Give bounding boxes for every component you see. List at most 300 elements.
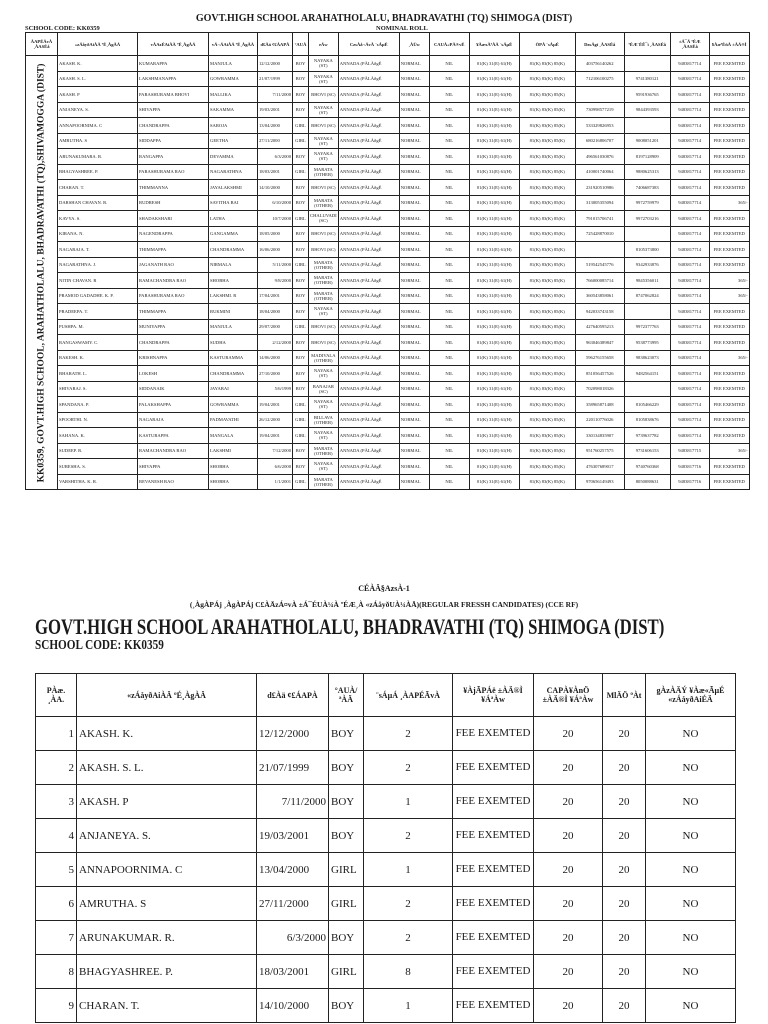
caste: NAYAKA (ST) — [309, 71, 339, 87]
student-name: BHAGYASHREE. P. — [77, 955, 257, 989]
gender: BOY — [293, 226, 309, 242]
caste: MARATA (OTHER) — [309, 288, 339, 304]
table-row — [36, 921, 736, 955]
aadhaar-number: 476307689017 — [575, 459, 624, 475]
medium: ANNADA (PÀLÀðgÉ — [338, 443, 399, 459]
gender: BOY — [293, 273, 309, 289]
table-row — [26, 459, 750, 475]
gender: GIRL — [293, 397, 309, 413]
status: NORMAL — [399, 428, 429, 444]
student-name: PRAMOD GADADHE. K. P. — [58, 288, 138, 304]
status: NORMAL — [399, 56, 429, 72]
column-header: °AUÀ/ ªÀÄ — [329, 674, 364, 717]
date-of-birth: 19/03/2001 — [257, 819, 329, 853]
mobile-number — [624, 304, 670, 320]
table-row — [26, 397, 750, 413]
student-name: BHAGYASHREE. P. — [58, 164, 138, 180]
mobile-number — [624, 226, 670, 242]
fee-status: FEE EXEMTED — [709, 304, 749, 320]
first-language: 01(K) 31(E) 61(H) — [469, 335, 519, 351]
school-mobile-number: 9483817714 — [670, 180, 709, 196]
disability: NIL — [429, 180, 469, 196]
first-language: 01(K) 31(E) 61(H) — [469, 319, 519, 335]
caste: BHOVI (SC) — [309, 319, 339, 335]
caste: NAYAKA (ST) — [309, 149, 339, 165]
status: NORMAL — [399, 180, 429, 196]
second-language: 81(K) 83(K) 85(K) — [519, 71, 575, 87]
medium: ANNADA (PÀLÀðgÉ — [338, 412, 399, 428]
gender: GIRL — [293, 257, 309, 273]
table-row — [36, 819, 736, 853]
column-header: DzsÁgï ¸ÀASÉå — [575, 33, 624, 56]
second-language: 81(K) 83(K) 85(K) — [519, 366, 575, 382]
school-mobile-number: 9483817714 — [670, 149, 709, 165]
medium: ANNADA (PÀLÀðgÉ — [338, 381, 399, 397]
father-name: RAMACHANDRA RAO — [138, 443, 209, 459]
mother-name: LAKSHMI — [209, 443, 258, 459]
date-of-birth: 10/7/2000 — [258, 211, 293, 227]
column-header: CAPÀ¥ÀnÖ ±ÀÄ®Ì ¥ÁªÀw — [534, 674, 603, 717]
father-name: PALAKSHAPPA — [138, 397, 209, 413]
father-name: LOKESH — [138, 366, 209, 382]
gender: BOY — [293, 87, 309, 103]
disability: NIL — [429, 226, 469, 242]
caste: BHOVI (SC) — [309, 87, 339, 103]
second-language: 81(K) 83(K) 85(K) — [519, 56, 575, 72]
fee-status: FEE EXEMTED — [709, 412, 749, 428]
table-row — [26, 412, 750, 428]
gender: BOY — [293, 288, 309, 304]
medium: ANNADA (PÀLÀðgÉ — [338, 397, 399, 413]
top-school-code: SCHOOL CODE: KK0359 — [25, 25, 100, 32]
aadhaar-number: 963046389847 — [575, 335, 624, 351]
cancelled: NO — [646, 887, 736, 921]
aadhaar-number: 330134835907 — [575, 428, 624, 444]
mother-name: SAKAMMA — [209, 102, 258, 118]
cancelled: NO — [646, 853, 736, 887]
date-of-birth: 7/12/2000 — [258, 443, 293, 459]
student-name: AKASH. S. L. — [58, 71, 138, 87]
aadhaar-number: 220110776026 — [575, 412, 624, 428]
school-mobile-number: 9483817714 — [670, 273, 709, 289]
aadhaar-number: 970656149493 — [575, 474, 624, 490]
language-code: 2 — [364, 819, 453, 853]
school-mobile-number: 9483817714 — [670, 226, 709, 242]
total-amount: 20 — [603, 887, 646, 921]
fee-status: FEE EXEMTED — [709, 102, 749, 118]
table-row — [26, 273, 750, 289]
school-mobile-number: 9483817714 — [670, 319, 709, 335]
mobile-number: 9972759979 — [624, 195, 670, 211]
mother-name: GOWRAMMA — [209, 71, 258, 87]
table-row — [26, 180, 750, 196]
gender: BOY — [329, 785, 364, 819]
disability: NIL — [429, 350, 469, 366]
gender: BOY — [293, 381, 309, 397]
status: NORMAL — [399, 242, 429, 258]
first-language: 01(K) 31(E) 61(H) — [469, 180, 519, 196]
second-language: 81(K) 83(K) 85(K) — [519, 474, 575, 490]
father-name: PARASHURAMA BHOVI — [138, 87, 209, 103]
gender: GIRL — [293, 474, 309, 490]
fee-status: FEE EXEMTED — [709, 242, 749, 258]
status: NORMAL — [399, 87, 429, 103]
father-name: PARASHURAMA RAO — [138, 288, 209, 304]
mother-name: MANJULA — [209, 319, 258, 335]
status: NORMAL — [399, 288, 429, 304]
mobile-number: 9008051201 — [624, 133, 670, 149]
mobile-number: 8105373800 — [624, 242, 670, 258]
disability: NIL — [429, 428, 469, 444]
caste: BHOVI (SC) — [309, 242, 339, 258]
school-mobile-number: 9483817714 — [670, 87, 709, 103]
cancelled: NO — [646, 921, 736, 955]
fee-status: FEE EXEMTED — [709, 87, 749, 103]
disability: NIL — [429, 304, 469, 320]
aadhaar-number: 712106100275 — [575, 71, 624, 87]
column-header: ¥ÀæxÀªÀÄ ¨sÁµÉ — [469, 33, 519, 56]
language-code: 1 — [364, 785, 453, 819]
father-name: REVANESH RAO — [138, 474, 209, 490]
gender: GIRL — [293, 164, 309, 180]
serial-number: 6 — [36, 887, 77, 921]
gender: GIRL — [293, 133, 309, 149]
mobile-number: 9740760368 — [624, 459, 670, 475]
student-name: AKASH. P — [58, 87, 138, 103]
caste: MARATA (OTHER) — [309, 474, 339, 490]
gender: BOY — [293, 443, 309, 459]
mother-name: GEETHA — [209, 133, 258, 149]
cancelled: NO — [646, 955, 736, 989]
school-vertical-label-cell — [26, 56, 58, 490]
student-name: AMRUTHA. S — [58, 133, 138, 149]
father-name: THIMMAPPA — [138, 242, 209, 258]
aadhaar-number — [575, 242, 624, 258]
second-language: 81(K) 83(K) 85(K) — [519, 87, 575, 103]
total-amount: 20 — [603, 921, 646, 955]
total-amount: 20 — [603, 751, 646, 785]
date-of-birth: 14/10/2000 — [257, 989, 329, 1023]
mother-name: LAKSHMI. R — [209, 288, 258, 304]
mobile-number — [624, 381, 670, 397]
mother-name: MALLIKA — [209, 87, 258, 103]
second-language: 81(K) 83(K) 85(K) — [519, 459, 575, 475]
date-of-birth: 18/03/2001 — [257, 955, 329, 989]
marks-card-fee: 20 — [534, 751, 603, 785]
column-header: ¥ÀæªÉñÀ ±ÀÄ®Ì — [709, 33, 749, 56]
total-amount: 20 — [603, 819, 646, 853]
student-name: PUSHPA. M. — [58, 319, 138, 335]
father-name: RAMACHANDRA RAO — [138, 273, 209, 289]
mother-name: JAYALAKSHMI — [209, 180, 258, 196]
father-name: SIDDANAIK — [138, 381, 209, 397]
gender: BOY — [329, 819, 364, 853]
column-header: d£Àä ¢£ÁAPÀ — [257, 674, 329, 717]
medium: ANNADA (PÀLÀðgÉ — [338, 87, 399, 103]
fee-status: FEE EXEMTED — [709, 366, 749, 382]
school-mobile-number: 9483817714 — [670, 288, 709, 304]
candidates-subtitle: (¸ÀgÀPÁj ¸ÀgÀPÁj C£ÀÄzÁ¤vÀ ±Á¯ÉUÀ¼À ºÉÆ¸À «zÁåyðUÀ¼ÀÄ)(REGULAR FRESSH CANDIDATES) (CCE RF) — [189, 600, 579, 609]
status: NORMAL — [399, 397, 429, 413]
medium: ANNADA (PÀLÀðgÉ — [338, 211, 399, 227]
language-code: 2 — [364, 717, 453, 751]
fee-status: FEE EXEMTED — [709, 118, 749, 134]
aadhaar-number: 403756140262 — [575, 56, 624, 72]
second-language: 81(K) 83(K) 85(K) — [519, 381, 575, 397]
second-language: 81(K) 83(K) 85(K) — [519, 118, 575, 134]
gender: BOY — [329, 717, 364, 751]
aadhaar-number: 596276155658 — [575, 350, 624, 366]
first-language: 01(K) 31(E) 61(H) — [469, 412, 519, 428]
caste: MARATA (OTHER) — [309, 195, 339, 211]
table-row — [36, 717, 736, 751]
aadhaar-number: 791015706741 — [575, 211, 624, 227]
father-name: CHANDRAPPA — [138, 335, 209, 351]
medium: ANNADA (PÀLÀðgÉ — [338, 242, 399, 258]
caste: BHOVI (SC) — [309, 335, 339, 351]
caste: BHOVI (SC) — [309, 118, 339, 134]
gender: BOY — [293, 56, 309, 72]
caste: BHOVI (SC) — [309, 226, 339, 242]
student-name: NAGARATHNA. J. — [58, 257, 138, 273]
first-language: 01(K) 31(E) 61(H) — [469, 397, 519, 413]
mother-name: RUKMINI — [209, 304, 258, 320]
school-mobile-number: 9483817714 — [670, 195, 709, 211]
cancelled: NO — [646, 717, 736, 751]
mother-name: MANJULA — [209, 56, 258, 72]
gender: BOY — [293, 180, 309, 196]
date-of-birth: 19/04/2001 — [258, 397, 293, 413]
table-row — [26, 319, 750, 335]
gender: BOY — [293, 242, 309, 258]
column-header: °AUÀ — [293, 33, 309, 56]
caste: MARATA (OTHER) — [309, 164, 339, 180]
disability: NIL — [429, 459, 469, 475]
first-language: 01(K) 31(E) 61(H) — [469, 226, 519, 242]
first-language: 01(K) 31(E) 61(H) — [469, 288, 519, 304]
status: NORMAL — [399, 195, 429, 211]
caste: BHOVI (SC) — [309, 180, 339, 196]
fee-status: FEE EXEMTED — [709, 397, 749, 413]
table-row — [26, 428, 750, 444]
father-name: SHIVAPPA — [138, 459, 209, 475]
date-of-birth: 9/8/2000 — [258, 273, 293, 289]
mobile-number: 9342933876 — [624, 257, 670, 273]
table-row — [26, 443, 750, 459]
table-row — [26, 118, 750, 134]
total-amount: 20 — [603, 853, 646, 887]
table-row — [26, 164, 750, 180]
disability: NIL — [429, 412, 469, 428]
second-language: 81(K) 83(K) 85(K) — [519, 428, 575, 444]
mobile-number: 9844393593 — [624, 102, 670, 118]
disability: NIL — [429, 288, 469, 304]
father-name: JAGANATH RAO — [138, 257, 209, 273]
gender: GIRL — [329, 887, 364, 921]
date-of-birth: 5/11/2000 — [258, 257, 293, 273]
status: NORMAL — [399, 443, 429, 459]
column-header: ÖPÀ ¨sÁµÉ — [519, 33, 575, 56]
table-row — [26, 133, 750, 149]
mother-name: KASTURAMMA — [209, 350, 258, 366]
gender: GIRL — [293, 412, 309, 428]
mobile-number: 9741380121 — [624, 71, 670, 87]
disability: NIL — [429, 381, 469, 397]
marks-card-fee: 20 — [534, 717, 603, 751]
school-mobile-number: 9483817714 — [670, 133, 709, 149]
fee-status: FEE EXEMTED — [709, 56, 749, 72]
school-mobile-number: 9483817714 — [670, 412, 709, 428]
mother-name: CHANDRAMMA — [209, 366, 258, 382]
student-name: NITIN CHAVAN. R — [58, 273, 138, 289]
date-of-birth: 7/11/2000 — [257, 785, 329, 819]
date-of-birth: 14/10/2000 — [258, 180, 293, 196]
mother-name: SHOBHA — [209, 474, 258, 490]
date-of-birth: 12/12/2000 — [257, 717, 329, 751]
bottom-school-code: SCHOOL CODE: KK0359 — [35, 638, 164, 653]
exam-fee: FEE EXEMTED — [453, 853, 534, 887]
gender: GIRL — [293, 319, 309, 335]
medium: ANNADA (PÀLÀðgÉ — [338, 226, 399, 242]
school-vertical-label: KK0359, GOVT.HIGH SCHOOL, ARAHATHOLALU, BHADRAVATHI (TQ),SHIVAMOGGA (DIST) — [36, 63, 46, 482]
first-language: 01(K) 31(E) 61(H) — [469, 474, 519, 490]
caste: BILLAVA (OTHER) — [309, 412, 339, 428]
gender: BOY — [293, 335, 309, 351]
fee-status: FEE EXEMTED — [709, 71, 749, 87]
mobile-number: 9591936765 — [624, 87, 670, 103]
second-language: 81(K) 83(K) 85(K) — [519, 304, 575, 320]
first-language: 01(K) 31(E) 61(H) — [469, 350, 519, 366]
date-of-birth: 27/11/2000 — [258, 133, 293, 149]
date-of-birth: 7/11/2000 — [258, 87, 293, 103]
school-mobile-number: 9483817714 — [670, 257, 709, 273]
father-name: THIMMANNA — [138, 180, 209, 196]
second-language: 81(K) 83(K) 85(K) — [519, 397, 575, 413]
student-name: ARUNAKUMARA. R. — [58, 149, 138, 165]
student-name: AKASH. P — [77, 785, 257, 819]
disability: NIL — [429, 164, 469, 180]
mother-name: SAROJA — [209, 118, 258, 134]
date-of-birth: 13/04/2000 — [257, 853, 329, 887]
date-of-birth: 6/3/2000 — [258, 149, 293, 165]
status: NORMAL — [399, 366, 429, 382]
gender: BOY — [329, 921, 364, 955]
school-mobile-number: 9483817716 — [670, 459, 709, 475]
caste: NAYAKA (ST) — [309, 459, 339, 475]
column-header: d£Àä ¢£ÁAPÀ — [258, 33, 293, 56]
exam-fee: FEE EXEMTED — [453, 921, 534, 955]
school-mobile-number: 9483817714 — [670, 304, 709, 320]
father-name: MUNIYAPPA — [138, 319, 209, 335]
date-of-birth: 1/1/2001 — [258, 474, 293, 490]
gender: BOY — [293, 195, 309, 211]
first-language: 01(K) 31(E) 61(H) — [469, 211, 519, 227]
status: NORMAL — [399, 226, 429, 242]
mother-name: CHANDRAMMA — [209, 242, 258, 258]
medium: ANNADA (PÀLÀðgÉ — [338, 102, 399, 118]
disability: NIL — [429, 195, 469, 211]
date-of-birth: 2/12/2000 — [258, 335, 293, 351]
second-language: 81(K) 83(K) 85(K) — [519, 443, 575, 459]
disability: NIL — [429, 319, 469, 335]
second-language: 81(K) 83(K) 85(K) — [519, 164, 575, 180]
aadhaar-number: 313005355094 — [575, 195, 624, 211]
table-row — [36, 751, 736, 785]
second-language: 81(K) 83(K) 85(K) — [519, 149, 575, 165]
serial-number: 3 — [36, 785, 77, 819]
disability: NIL — [429, 56, 469, 72]
aadhaar-number: 427640595213 — [575, 319, 624, 335]
first-language: 01(K) 31(E) 61(H) — [469, 133, 519, 149]
medium: ANNADA (PÀLÀðgÉ — [338, 288, 399, 304]
serial-number: 2 — [36, 751, 77, 785]
column-header: ªÉÆ¨ÉÊ¯ï ¸ÀASÉå — [624, 33, 670, 56]
school-mobile-number: 9483817714 — [670, 118, 709, 134]
bottom-page-title: GOVT.HIGH SCHOOL ARAHATHOLALU, BHADRAVATHI (TQ) SHIMOGA (DIST) — [35, 614, 665, 639]
mobile-number: 9838623073 — [624, 350, 670, 366]
first-language: 01(K) 31(E) 61(H) — [469, 257, 519, 273]
first-language: 01(K) 31(E) 61(H) — [469, 273, 519, 289]
column-header: eÁw — [309, 33, 339, 56]
aadhaar-number: 730998577219 — [575, 102, 624, 118]
first-language: 01(K) 31(E) 61(H) — [469, 102, 519, 118]
caste: NAYAKA (ST) — [309, 56, 339, 72]
mother-name: SHOBHA — [209, 459, 258, 475]
father-name: SHIVAPPA — [138, 102, 209, 118]
mother-name: NAGARATHNA — [209, 164, 258, 180]
fee-status: FEE EXEMTED — [709, 164, 749, 180]
nominal-roll-label: NOMINAL ROLL — [376, 25, 428, 32]
disability: NIL — [429, 443, 469, 459]
table-row — [36, 853, 736, 887]
mobile-number: 8747062824 — [624, 288, 670, 304]
second-language: 81(K) 83(K) 85(K) — [519, 211, 575, 227]
disability: NIL — [429, 397, 469, 413]
status: NORMAL — [399, 474, 429, 490]
column-header: CAUÀ«PÀ®vÉ — [429, 33, 469, 56]
gender: BOY — [329, 751, 364, 785]
gender: BOY — [293, 350, 309, 366]
aadhaar-number: 358965871408 — [575, 397, 624, 413]
cancelled: NO — [646, 785, 736, 819]
gender: BOY — [293, 71, 309, 87]
second-language: 81(K) 83(K) 85(K) — [519, 102, 575, 118]
status: NORMAL — [399, 164, 429, 180]
date-of-birth: 21/07/1999 — [257, 751, 329, 785]
father-name: SIDDAPPA — [138, 133, 209, 149]
student-name: AMRUTHA. S — [77, 887, 257, 921]
marks-card-fee: 20 — [534, 887, 603, 921]
gender: GIRL — [293, 211, 309, 227]
father-name: RANGAPPA — [138, 149, 209, 165]
first-language: 01(K) 31(E) 61(H) — [469, 71, 519, 87]
table-row — [26, 257, 750, 273]
disability: NIL — [429, 71, 469, 87]
first-language: 01(K) 31(E) 61(H) — [469, 118, 519, 134]
medium: ANNADA (PÀLÀðgÉ — [338, 195, 399, 211]
disability: NIL — [429, 133, 469, 149]
date-of-birth: 27/10/2000 — [258, 366, 293, 382]
fee-status: FEE EXEMTED — [709, 133, 749, 149]
aadhaar-number: 680216806707 — [575, 133, 624, 149]
disability: NIL — [429, 102, 469, 118]
exam-fee: FEE EXEMTED — [453, 819, 534, 853]
student-name: BHARATH. L. — [58, 366, 138, 382]
date-of-birth: 26/12/2000 — [258, 412, 293, 428]
table-row — [26, 56, 750, 72]
serial-number: 4 — [36, 819, 77, 853]
first-language: 01(K) 31(E) 61(H) — [469, 195, 519, 211]
